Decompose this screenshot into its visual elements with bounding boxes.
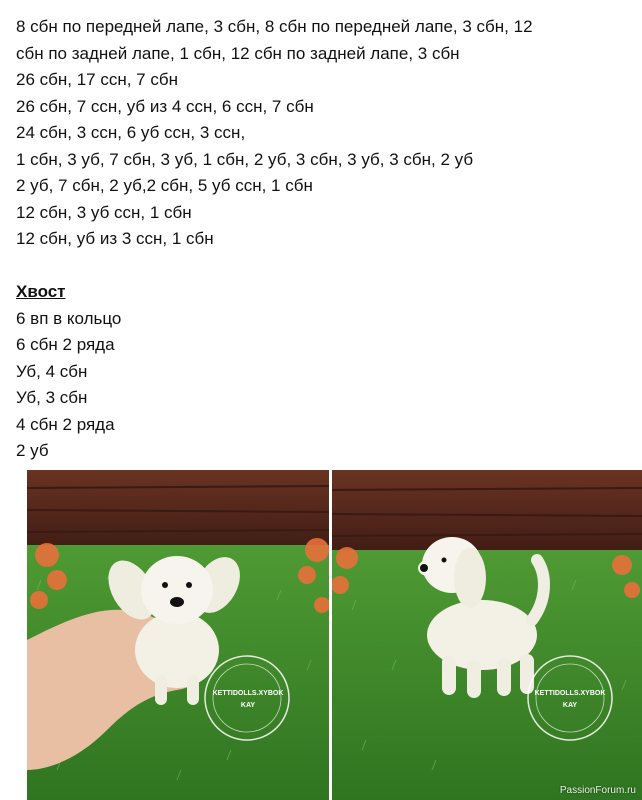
pattern-line: 26 сбн, 7 ссн, уб из 4 ссн, 6 ссн, 7 сбн xyxy=(16,96,314,116)
stamp-right-line1: KETTIDOLLS.XYBOK xyxy=(534,690,606,697)
pattern-line: сбн по задней лапе, 1 сбн, 12 сбн по задней лапе, 3 сбн xyxy=(16,43,460,63)
photo-dog-in-hand xyxy=(27,470,329,800)
stamp-right-text xyxy=(527,688,613,712)
stamp-left-text xyxy=(205,688,291,712)
stamp-left-line2: KAY xyxy=(240,702,256,709)
tail-line: Уб, 4 сбн xyxy=(16,361,88,381)
pattern-line: 26 сбн, 17 ссн, 7 сбн xyxy=(16,70,178,89)
tail-line: 4 сбн 2 ряда xyxy=(16,414,115,434)
pattern-line: 12 сбн, 3 уб ссн, 1 сбн xyxy=(16,202,192,222)
tail-heading: Хвост xyxy=(16,282,66,301)
pattern-text xyxy=(16,14,632,465)
pattern-line: 2 уб, 7 сбн, 2 уб,2 сбн, 5 уб ссн, 1 сбн xyxy=(16,176,313,195)
tail-line: Уб, 3 сбн xyxy=(16,388,88,407)
stamp-left-line1: KETTIDOLLS.XYBOK xyxy=(212,690,284,697)
photo-dog-standing xyxy=(332,470,642,800)
pattern-line: 1 сбн, 3 уб, 7 сбн, 3 уб, 1 сбн, 2 уб, 3 сбн, 3 уб, 3 сбн, 2 уб xyxy=(16,149,474,169)
tail-line: 2 уб xyxy=(16,441,49,460)
site-watermark: PassionForum.ru xyxy=(559,785,636,796)
section-gap xyxy=(16,253,632,280)
tail-line: 6 сбн 2 ряда xyxy=(16,335,115,354)
pattern-line: 24 сбн, 3 ссн, 6 уб ссн, 3 ссн, xyxy=(16,123,246,142)
stamp-right-line2: KAY xyxy=(562,702,578,709)
pattern-line: 8 сбн по передней лапе, 3 сбн, 8 сбн по передней лапе, 3 сбн, 12 xyxy=(16,17,533,36)
pattern-line: 12 сбн, уб из 3 ссн, 1 сбн xyxy=(16,229,214,248)
tail-line: 6 вп в кольцо xyxy=(16,308,122,328)
